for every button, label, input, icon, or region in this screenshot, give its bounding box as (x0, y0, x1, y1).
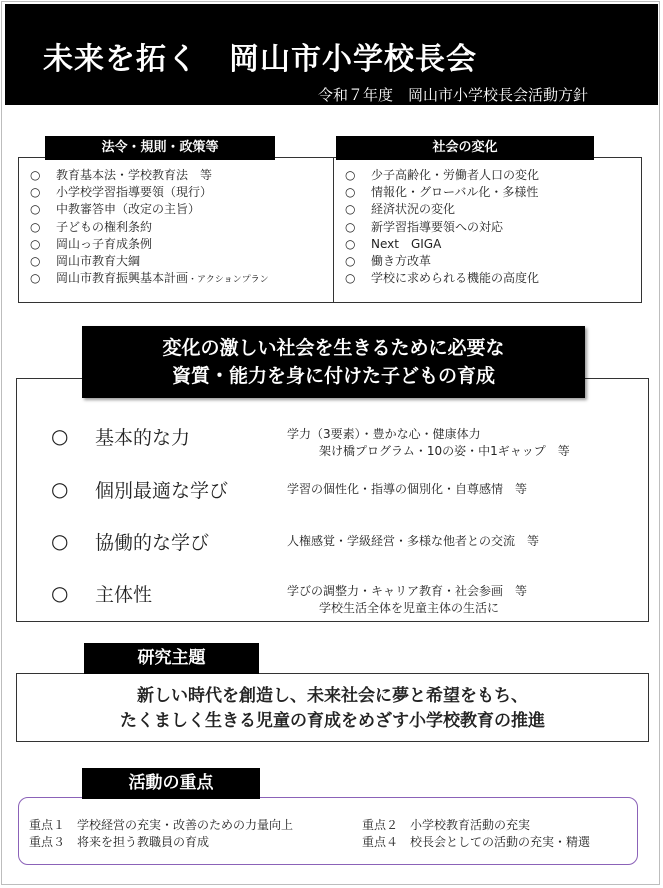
quality-label: 個別最適な学び (95, 480, 229, 502)
list-item: ○ 情報化・グローバル化・多様性 (345, 185, 539, 200)
research-box (16, 673, 649, 742)
quality-label: 協働的な学び (95, 532, 210, 554)
list-item: ○ 岡山市教育振興基本計画・アクションプラン (30, 271, 269, 286)
society-heading: 社会の変化 (336, 136, 594, 160)
focus-item: 重点４ 校長会としての活動の充実・精選 (362, 835, 591, 849)
list-item: ○ 少子高齢化・労働者人口の変化 (345, 168, 540, 182)
research-theme: 新しい時代を創造し、未来社会に夢と希望をもち、 たくましく生きる児童の育成をめざす小学校教育の推進 (120, 686, 545, 731)
quality-desc: 学びの調整力・キャリア教育・社会参画 等 (287, 584, 528, 598)
header-banner (5, 4, 658, 105)
quality-desc: 学校生活全体を児童主体の生活に (319, 601, 500, 615)
focus-item: 重点３ 将来を担う教職員の育成 (29, 835, 210, 849)
quality-label: 基本的な力 (95, 427, 191, 449)
quality-desc: 学習の個性化・指導の個別化・自尊感情 等 (287, 482, 528, 496)
list-item: ○ 中教審答申（改定の主旨） (30, 202, 201, 217)
goal-title: 変化の激しい社会を生きるために必要な 資質・能力を身に付けた子どもの育成 (82, 326, 585, 398)
focus-heading: 活動の重点 (82, 768, 260, 799)
list-item: ○ 岡山っ子育成条例 (30, 236, 153, 251)
list-item: ○ Next GIGA (345, 236, 442, 251)
society-list (345, 167, 539, 287)
list-item: ○ 小学校学習指導要領（現行） (30, 185, 213, 200)
quality-label: 主体性 (95, 584, 153, 606)
qualities-box: ○ 基本的な力 学力（3要素）・豊かな心・健康体力 架け橋プログラム・10の姿・中1ギャップ 等 ○ 個別最適な学び 学習の個性化・指導の個別化・自尊感情 等 ○ 協働的な学び 人権感覚・学級経営・多様な他者との交流 等 ○ 主体性 学びの調整力・キャリア教育・社会参画 等 学校生活全体を児童主体の生活に (16, 378, 649, 622)
list-item: ○ 教育基本法・学校教育法 等 (30, 168, 213, 182)
laws-list (30, 167, 269, 289)
quality-desc: 学力（3要素）・豊かな心・健康体力 (287, 427, 481, 441)
research-heading: 研究主題 (84, 643, 259, 674)
focus-item: 重点１ 学校経営の充実・改善のための力量向上 (29, 818, 294, 832)
laws-heading: 法令・規則・政策等 (45, 136, 275, 160)
list-item: ○ 働き方改革 (345, 254, 432, 269)
quality-desc: 架け橋プログラム・10の姿・中1ギャップ 等 (319, 444, 570, 458)
page-subtitle: 令和７年度 岡山市小学校長会活動方針 (317, 86, 588, 104)
list-item: ○ 子どもの権利条約 (30, 219, 153, 234)
focus-item: 重点２ 小学校教育活動の充実 (362, 818, 531, 832)
list-item: ○ 学校に求められる機能の高度化 (345, 271, 540, 286)
list-item: ○ 岡山市教育大綱 (30, 254, 141, 269)
page-title: 未来を拓く 岡山市小学校長会 (43, 42, 477, 77)
focus-box (18, 797, 638, 865)
list-item: ○ 経済状況の変化 (345, 202, 456, 217)
list-item: ○ 新学習指導要領への対応 (345, 219, 504, 234)
quality-desc: 人権感覚・学級経営・多様な他者との交流 等 (287, 534, 540, 548)
